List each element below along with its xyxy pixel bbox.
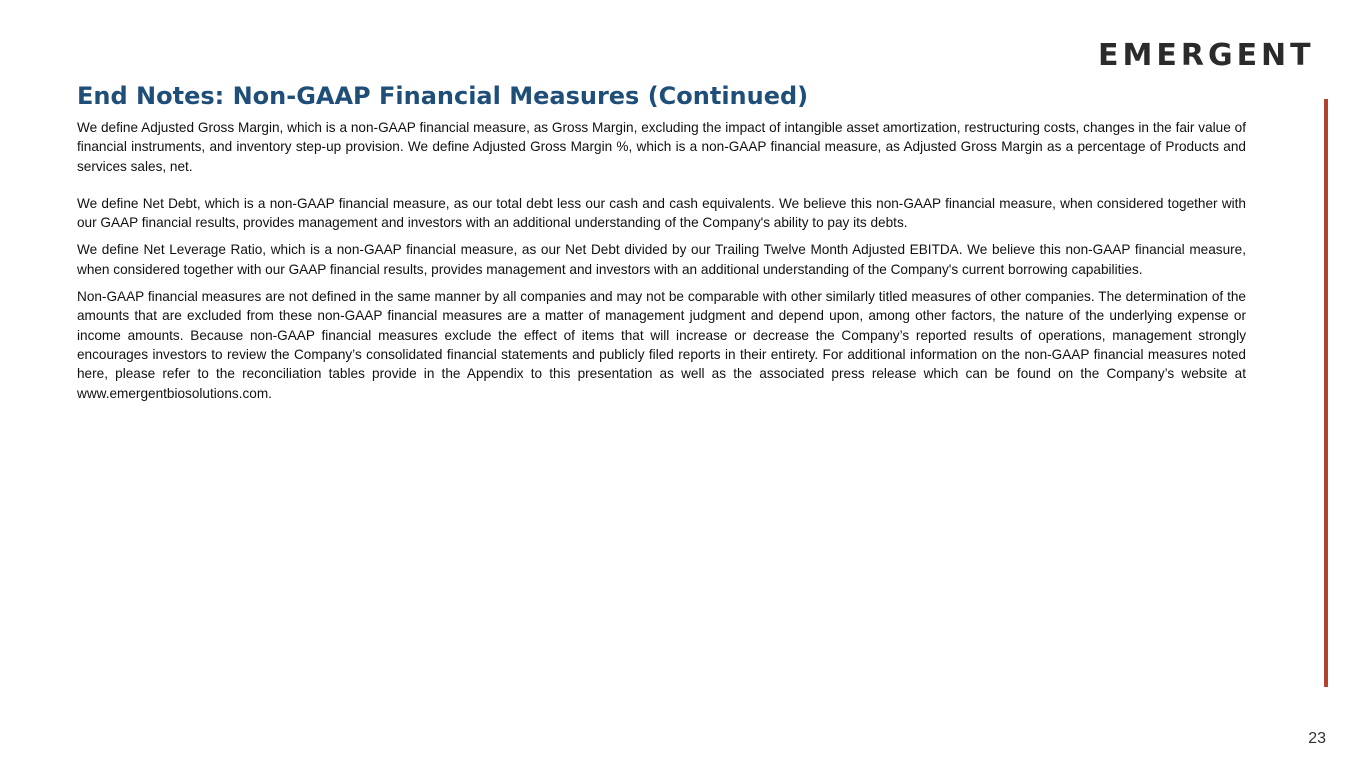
logo-wordmark: EMERGENT <box>1098 38 1315 73</box>
slide-title: End Notes: Non-GAAP Financial Measures (Continued) <box>77 82 809 110</box>
paragraph-adjusted-gross-margin: We define Adjusted Gross Margin, which is a non-GAAP financial measure, as Gross Margin, excluding the impact of intangible asset amortization, restructuring costs, changes in the fair value of financial instruments, and inventory step-up provision. We define Adjusted Gross Margin %, which is a non-GAAP financial measure, as Adjusted Gross Margin as a percentage of Products and services sales, net. <box>77 120 1246 174</box>
page-number: 23 <box>1308 730 1326 747</box>
paragraph-net-debt: We define Net Debt, which is a non-GAAP financial measure, as our total debt less our cash and cash equivalents. We believe this non-GAAP financial measure, when considered together with our GAAP financial results, provides management and investors with an additional understanding of the Company's ability to pay its debts. <box>77 195 1246 231</box>
emergent-logo <box>1098 40 1334 72</box>
accent-bar <box>1324 99 1328 687</box>
paragraph-net-leverage-ratio: We define Net Leverage Ratio, which is a non-GAAP financial measure, as our Net Debt divided by our Trailing Twelve Month Adjusted EBITDA. We believe this non-GAAP financial measure, when considered together with our GAAP financial results, provides management and investors with an additional understanding of the Company's current borrowing capabilities. <box>77 242 1246 277</box>
paragraph-non-gaap-disclaimer: Non-GAAP financial measures are not defined in the same manner by all companies and may not be comparable with other similarly titled measures of other companies. The determination of the amounts that are excluded from these non-GAAP financial measures are a matter of management judgment and depend upon, among other factors, the nature of the underlying expense or income amounts. Because non-GAAP financial measures exclude the effect of items that will increase or decrease the Company’s reported results of operations, management strongly encourages investors to review the Company’s consolidated financial statements and publicly filed reports in their entirety. For additional information on the non-GAAP financial measures noted here, please refer to the reconciliation tables provide in the Appendix to this presentation as well as the associated press release which can be found on the Company’s website at www.emergentbiosolutions.com. <box>77 289 1246 401</box>
end-notes-body <box>77 118 1246 411</box>
